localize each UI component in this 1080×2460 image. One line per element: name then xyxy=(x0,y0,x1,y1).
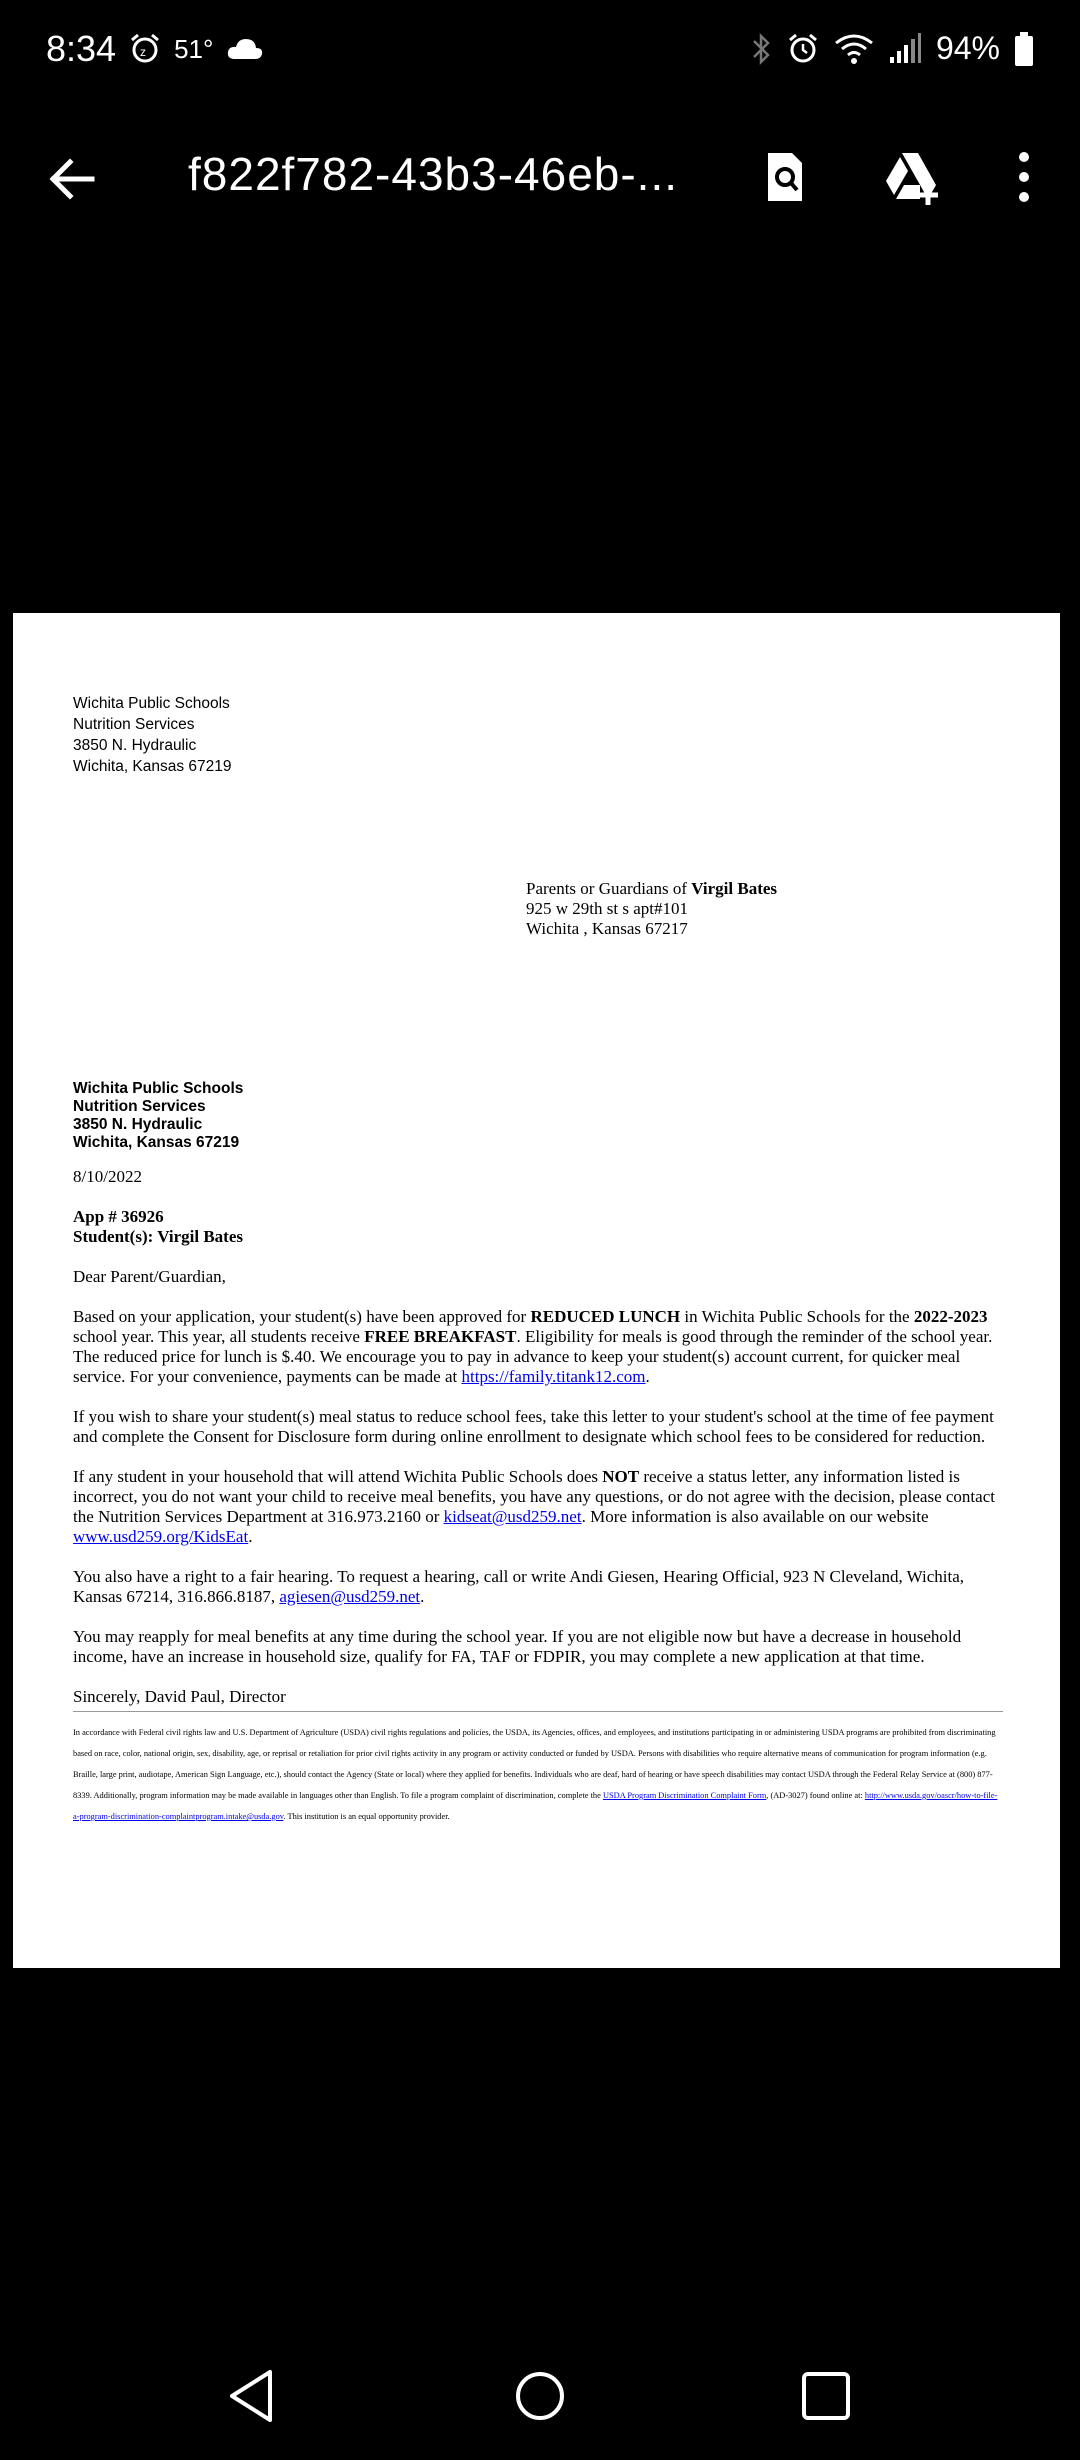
status-bar-left xyxy=(46,28,265,70)
status-bar-right xyxy=(750,30,1034,67)
usda-complaint-url-link[interactable]: http://www.usda.gov/oascr/how-to-file-a-program-discrimination-complaint xyxy=(73,1791,998,1821)
program-intake-email-link[interactable]: program.intake@usda.gov xyxy=(195,1812,284,1821)
text: Based on your application, your student(s) have been approved for xyxy=(73,1307,531,1326)
agiesen-email-link[interactable]: agiesen@usd259.net xyxy=(279,1587,421,1606)
add-to-drive-icon[interactable] xyxy=(880,145,944,209)
reapply-paragraph: You may reapply for meal benefits at any time during the school year. If you are not eligible now but have a decrease in household income, have an increase in household size, qualify for FA, TAF or FDPIR, you may complete a new application at that time. xyxy=(73,1627,962,1666)
battery-icon xyxy=(1014,32,1034,66)
recipient-address xyxy=(526,879,777,939)
sender-line: Wichita, Kansas 67219 xyxy=(73,758,232,775)
website-link[interactable]: www.usd259.org/KidsEat xyxy=(73,1527,249,1546)
meal-status: REDUCED LUNCH xyxy=(530,1307,681,1326)
school-year: 2022-2023 xyxy=(913,1307,988,1326)
text: . Eligibility for meals is good through the reminder of the school year. The reduced price for lunch is $.40. We encourage you to pay in advance to keep your student(s) account current, for quicker meal service. For your convenience, payments can be made at xyxy=(73,1327,993,1386)
alarm-icon xyxy=(786,32,820,66)
contact-paragraph xyxy=(73,1467,1003,1547)
recipient-line xyxy=(526,879,777,899)
document-page[interactable] xyxy=(13,613,1060,1968)
system-nav-bar xyxy=(0,2330,1080,2460)
sender-line: 3850 N. Hydraulic xyxy=(73,737,197,754)
text: If any student in your household that will attend Wichita Public Schools does xyxy=(73,1467,603,1486)
return-address-line: Nutrition Services xyxy=(73,1098,206,1115)
sender-line: Nutrition Services xyxy=(73,716,195,733)
text: . This institution is an equal opportunity provider. xyxy=(283,1812,450,1821)
clock: 8:34 xyxy=(46,28,117,69)
status-bar xyxy=(0,0,1080,100)
bluetooth-icon xyxy=(750,31,772,67)
complaint-form-link[interactable]: USDA Program Discrimination Complaint Form xyxy=(602,1791,767,1800)
document-title: f822f782-43b3-46eb-... xyxy=(188,148,679,200)
app-number: App # 36926 xyxy=(73,1207,164,1226)
sender-line: Wichita Public Schools xyxy=(73,695,230,712)
back-arrow-icon[interactable] xyxy=(40,147,104,211)
free-breakfast: FREE BREAKFAST xyxy=(364,1327,517,1346)
nondiscrimination-statement xyxy=(73,1722,1003,1827)
kidseat-email-link[interactable]: kidseat@usd259.net xyxy=(443,1507,582,1526)
back-triangle-icon[interactable] xyxy=(218,2360,290,2432)
snooze-alarm-icon xyxy=(128,32,162,66)
recents-square-icon[interactable] xyxy=(790,2360,862,2432)
wifi-icon xyxy=(834,33,874,65)
text: school year. This year, all students receive xyxy=(73,1327,365,1346)
approval-paragraph xyxy=(73,1307,1003,1387)
text: , (AD-3027) found online at: xyxy=(766,1791,865,1800)
recipient-prefix: Parents or Guardians of xyxy=(526,879,692,898)
text: . More information is also available on our website xyxy=(581,1507,929,1526)
return-address-block xyxy=(73,1080,243,1152)
app-toolbar xyxy=(0,125,1080,225)
svg-text:z: z xyxy=(140,45,147,59)
recipient-name: Virgil Bates xyxy=(691,879,778,898)
cloud-icon xyxy=(225,35,265,63)
text: . xyxy=(645,1367,650,1386)
battery-percent: 94% xyxy=(935,30,1000,66)
find-in-page-icon[interactable] xyxy=(752,145,816,209)
students-label: Student(s): xyxy=(73,1227,158,1246)
return-address-line: Wichita, Kansas 67219 xyxy=(73,1134,240,1151)
hearing-paragraph xyxy=(73,1567,1003,1607)
emphasis-not: NOT xyxy=(602,1467,640,1486)
payment-link[interactable]: https://family.titank12.com xyxy=(461,1367,646,1386)
recipient-city-line: Wichita , Kansas 67217 xyxy=(526,919,688,938)
greeting: Dear Parent/Guardian, xyxy=(73,1267,226,1286)
application-info xyxy=(73,1207,1003,1247)
letter-body xyxy=(73,1167,1003,1827)
recipient-address-line: 925 w 29th st s apt#101 xyxy=(526,899,688,918)
text: . xyxy=(420,1587,425,1606)
return-address-line: Wichita Public Schools xyxy=(73,1080,244,1097)
more-options-icon[interactable] xyxy=(992,145,1056,209)
text: You also have a right to a fair hearing. To request a hearing, call or write Andi Giesen, Hearing Official, 923 N Cleveland, Wichita, Kansas 67214, 316.866.8187, xyxy=(73,1567,965,1606)
letter-date: 8/10/2022 xyxy=(73,1167,142,1186)
closing: Sincerely, David Paul, Director xyxy=(73,1687,286,1706)
text: in Wichita Public Schools for the xyxy=(680,1307,914,1326)
return-address-line: 3850 N. Hydraulic xyxy=(73,1116,203,1133)
sender-address xyxy=(73,693,232,777)
text: In accordance with Federal civil rights law and U.S. Department of Agriculture (USDA) civil rights regulations and policies, the USDA, its Agencies, offices, and employees, and institutions participating in or administering USDA programs are prohibited from discriminating based on race, color, national origin, sex, disability, age, or reprisal or retaliation for prior civil rights activity in any program or activity conducted or funded by USDA. Persons with disabilities who require alternative means of communication for program information (e.g. Braille, large print, audiotape, American Sign Language, etc.), should contact the Agency (State or local) where they applied for benefits. Individuals who are deaf, hard of hearing or have speech disabilities may contact USDA through the Federal Relay Service at (800) 877-8339. Additionally, program information may be made available in languages other than English. To file a program complaint of discrimination, complete the xyxy=(73,1728,996,1800)
home-circle-icon[interactable] xyxy=(504,2360,576,2432)
text: receive a status letter, any information listed is incorrect, you do not want your child to receive meal benefits, you have any questions, or do not agree with the decision, please contact the Nutrition Services Department at 316.973.2160 or xyxy=(73,1467,995,1526)
temperature: 51° xyxy=(174,33,214,64)
text: . xyxy=(248,1527,253,1546)
footer-divider xyxy=(73,1711,1003,1712)
fee-reduction-paragraph: If you wish to share your student(s) meal status to reduce school fees, take this letter to your student's school at the time of fee payment and complete the Consent for Disclosure form during online enrollment to designate which school fees to be considered for reduction. xyxy=(73,1407,994,1446)
signal-icon xyxy=(888,33,922,65)
students-name: Virgil Bates xyxy=(157,1227,244,1246)
